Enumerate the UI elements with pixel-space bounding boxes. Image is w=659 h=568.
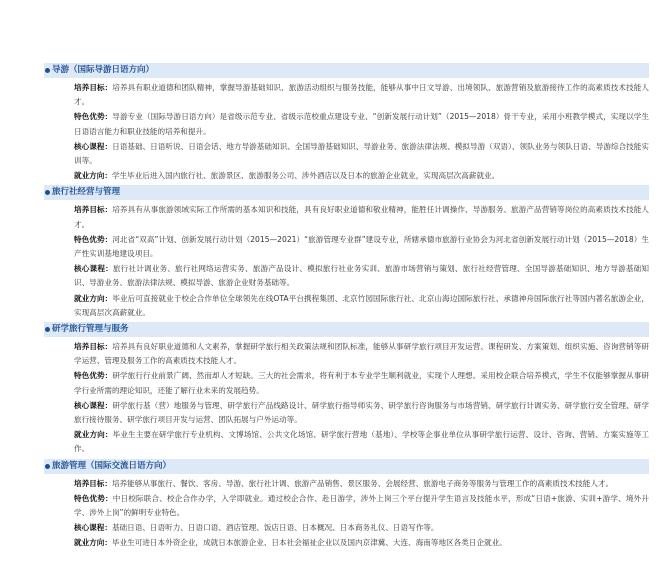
section-travel-agency	[52, 185, 649, 320]
info-row	[52, 292, 649, 320]
row-label: 核心课程：	[74, 264, 113, 274]
row-text: 毕业生可进日本外资企业，成就日本旅游企业、日本社会福祉企业以及国内京津冀、大连、海南等地区各类日企就业。	[111, 538, 507, 548]
info-row	[52, 340, 649, 368]
row-label: 培养目标：	[74, 83, 113, 92]
section-header	[44, 63, 649, 78]
bullet-icon	[45, 190, 50, 195]
row-text: 培养能够从事旅行、餐饮、客房、导游、旅行社计调、旅游产品销售、景区服务、会展经营、旅游电子商务等服务与管理工作的高素质技术技能人才。	[111, 478, 614, 488]
row-text: 培养具有良好职业道德和人文素养，掌握研学旅行相关政策法规和团队标准，能够从事研学旅行项目开发运营、课程研发、方案策划、组织实施、咨询营销等研学运营、管理及服务工作的高素质技术技能人才。	[74, 342, 649, 366]
section-tour-guide	[52, 63, 649, 183]
row-text: 培养具有职业道德和团队精神，掌握导游基础知识、旅游活动组织与服务技能，能够从事中日文导游、出境领队、旅游营销及旅游接待工作的高素质技术技能人才。	[74, 83, 649, 107]
bullet-icon	[45, 68, 50, 73]
info-row	[52, 169, 649, 183]
row-text: 毕业后可直接就业于校企合作单位全球领先在线OTA平台携程集团、北京竹园国际旅行社、北京山海边国际旅行社、承德神舟国际旅行社等国内著名旅游企业，实现高层次高薪就业。	[74, 293, 649, 317]
info-row	[52, 233, 649, 261]
info-row	[52, 521, 649, 535]
section-header	[44, 459, 649, 474]
row-label: 就业方向：	[74, 430, 113, 440]
section-header	[44, 322, 649, 337]
section-title: 旅游管理（国际交流日语方向）	[52, 460, 172, 471]
row-label: 核心课程：	[74, 523, 112, 533]
row-label: 就业方向：	[74, 293, 113, 303]
row-text: 研学旅行行业前景广阔、然而却人才短缺。三大的社会需求，将有利于本专业学生顺利就业，实现个人理想。采用校企联合培养模式，学生不仅能够掌握从事研学行业所需的理论知识，还能了解行业未来的发展趋势。	[74, 371, 649, 395]
section-header	[44, 185, 649, 200]
row-text: 旅行社计调业务、旅行社网络运营实务、旅游产品设计、模拟旅行社业务实训、旅游市场营销与策划、旅行社经营管理、全国导游基础知识、地方导游基础知识、导游业务、旅游法律法规、模拟导游、旅游企业财务基础等。	[74, 264, 650, 288]
row-label: 就业方向：	[74, 171, 112, 181]
row-text: 学生毕业后进入国内旅行社、旅游景区、旅游服务公司、涉外酒店以及日本的旅游企业就业，实现高层次高薪就业。	[111, 171, 500, 181]
row-text: 基础日语、日语听力、日语口语、酒店管理、饭店日语、日本概况、日本商务礼仪、日语写作等。	[111, 523, 439, 533]
row-label: 核心课程：	[74, 400, 113, 410]
section-title: 研学旅行管理与服务	[52, 324, 129, 335]
row-label: 特色优势：	[74, 234, 113, 244]
info-row	[52, 110, 649, 138]
row-label: 特色优势：	[74, 112, 113, 122]
row-text: 毕业生主要在研学旅行专业机构、文博场馆、公共文化场馆、研学旅行营地（基地）、学校等企事业单位从事研学旅行运营、设计、咨询、营销、方案实施等工作。	[74, 430, 650, 454]
row-text: 河北省“双高”计划、创新发展行动计划（2015—2021）“旅游管理专业群”建设专业，所辖承德市旅游行业协会为河北省创新发展行动计划（2015—2018）生产性实训基地建设项目。	[74, 234, 649, 259]
row-label: 核心课程：	[74, 141, 113, 151]
info-row	[52, 140, 649, 168]
info-row	[52, 203, 649, 231]
row-text: 中日校际联合、校企合作办学，入学即就业。通过校企合作、赴日游学，涉外上岗三个平台提升学生语言及技能水平，形成“日语+旅游、实训+游学、境外升学、涉外上岗”的鲜明专业特色。	[74, 493, 650, 518]
info-row	[52, 369, 649, 397]
section-title: 旅行社经营与管理	[52, 187, 121, 198]
row-text: 日语基础、日语听说、日语会话、地方导游基础知识、全国导游基础知识、导游业务、旅游法律法规、模拟导游（双语）、领队业务与领队日语、导游综合技能实训等。	[74, 141, 650, 166]
section-title: 导游（国际导游日语方向）	[52, 65, 155, 75]
info-row	[52, 477, 649, 491]
row-label: 特色优势：	[74, 371, 113, 381]
info-row	[52, 399, 649, 427]
bullet-icon	[45, 327, 50, 332]
section-tourism-management	[52, 459, 649, 551]
info-row	[52, 492, 649, 520]
bullet-icon	[45, 464, 50, 469]
info-row	[52, 81, 649, 109]
info-row	[52, 262, 649, 290]
row-label: 就业方向：	[74, 538, 112, 548]
section-study-tour	[52, 322, 649, 457]
row-label: 培养目标：	[74, 205, 113, 215]
row-label: 特色优势：	[74, 493, 113, 503]
info-row	[52, 536, 649, 550]
row-text: 研学旅行基（营）地服务与管理、研学旅行产品线路设计、研学旅行指导师实务、研学旅行咨询服务与市场营销、研学旅行计调实务、研学旅行安全管理、研学旅行接待服务、研学旅行项目开发与运营、团队拓展与户外运动等。	[74, 400, 649, 425]
row-label: 培养目标：	[74, 478, 112, 488]
row-text: 培养具有从事旅游领域实际工作所需的基本知识和技能，具有良好职业道德和敬业精神，能胜任计调操作、导游服务、旅游产品营销等岗位的高素质技术技能人才。	[74, 205, 649, 229]
row-label: 培养目标：	[74, 342, 113, 352]
row-text: 导游专业（国际导游日语方向）是省级示范专业、省级示范校重点建设专业、“创新发展行动计划”（2015—2018）骨干专业，采用小班教学模式，实现以学生日语语言能力和职业技能的培养和提升。	[74, 112, 650, 136]
info-row	[52, 428, 649, 456]
